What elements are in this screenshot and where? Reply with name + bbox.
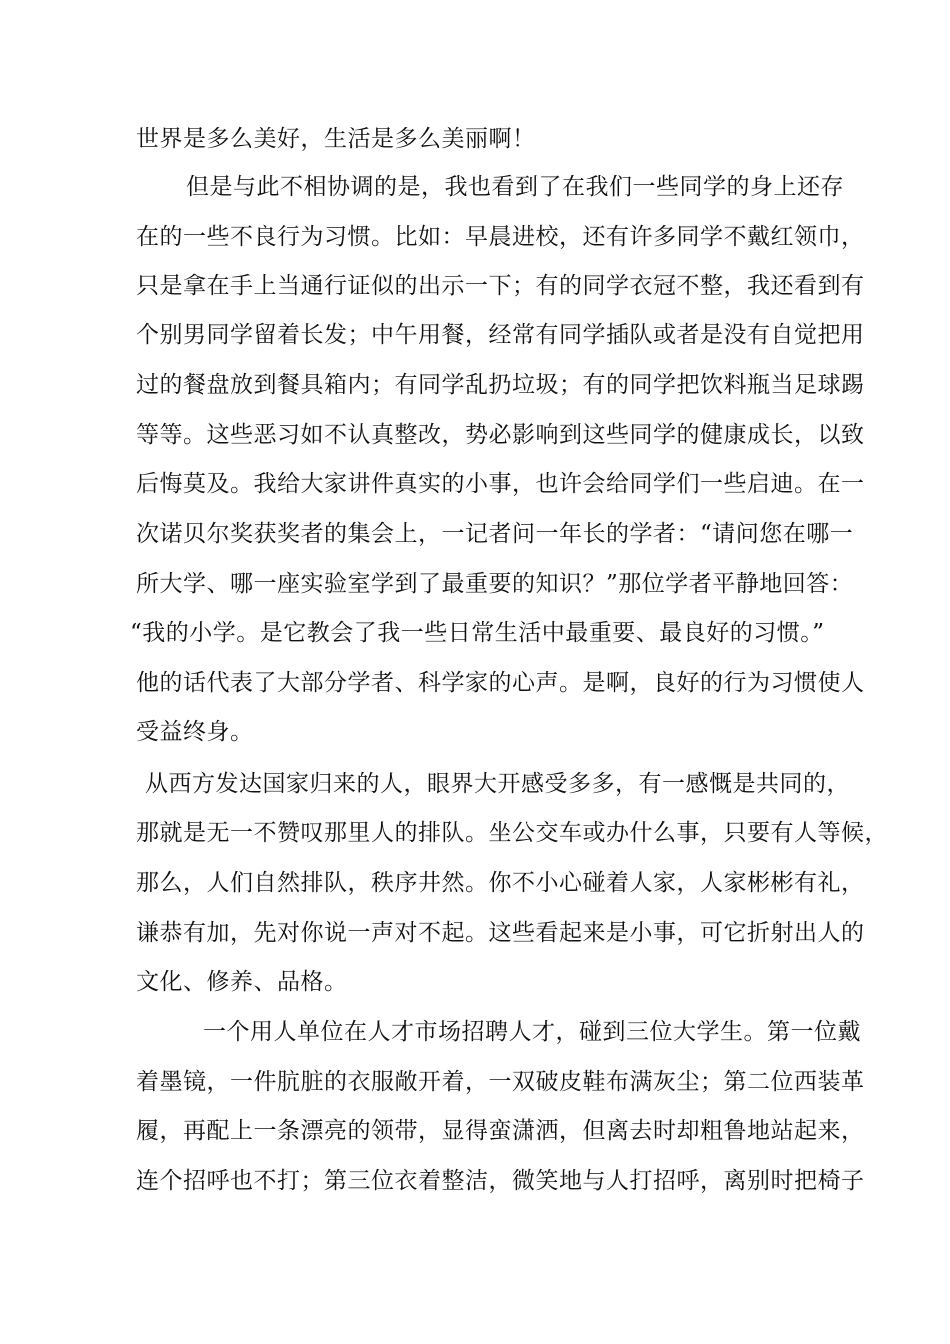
text-line: 那就是无一不赞叹那里人的排队。坐公交车或办什么事，只要有人等候， xyxy=(136,820,888,846)
text-line: 但是与此不相协调的是，我也看到了在我们一些同学的身上还存 xyxy=(186,174,844,200)
text-line: 只是拿在手上当通行证似的出示一下；有的同学衣冠不整，我还看到有 xyxy=(136,273,865,299)
text-line: “我的小学。是它教会了我一些日常生活中最重要、最良好的习惯。” xyxy=(130,620,825,646)
text-line: 受益终身。 xyxy=(136,719,254,745)
text-line: 他的话代表了大部分学者、科学家的心声。是啊，良好的行为习惯使人 xyxy=(136,670,865,696)
text-line: 后悔莫及。我给大家讲件真实的小事，也许会给同学们一些启迪。在一 xyxy=(136,471,865,497)
text-line: 所大学、哪一座实验室学到了最重要的知识？”那位学者平静地回答： xyxy=(136,571,854,597)
text-line: 个别男同学留着长发；中午用餐，经常有同学插队或者是没有自觉把用 xyxy=(136,322,865,348)
text-line: 谦恭有加，先对你说一声对不起。这些看起来是小事，可它折射出人的 xyxy=(136,920,865,946)
text-line: 次诺贝尔奖获奖者的集会上，一记者问一年长的学者：“请问您在哪一 xyxy=(136,521,854,547)
text-line: 从西方发达国家归来的人，眼界大开感受多多，有一感慨是共同的， xyxy=(145,771,850,797)
text-line: 过的餐盘放到餐具箱内；有同学乱扔垃圾；有的同学把饮料瓶当足球踢 xyxy=(136,372,865,398)
text-line: 世界是多么美好，生活是多么美丽啊！ xyxy=(136,126,536,152)
text-line: 文化、修养、品格。 xyxy=(136,969,348,995)
text-line: 那么，人们自然排队，秩序井然。你不小心碰着人家，人家彬彬有礼， xyxy=(136,870,865,896)
text-line: 等等。这些恶习如不认真整改，势必影响到这些同学的健康成长，以致 xyxy=(136,422,865,448)
text-line: 一个用人单位在人才市场招聘人才，碰到三位大学生。第一位戴 xyxy=(203,1019,861,1045)
text-line: 连个招呼也不打；第三位衣着整洁，微笑地与人打招呼，离别时把椅子 xyxy=(136,1168,865,1194)
text-line: 在的一些不良行为习惯。比如：早晨进校，还有许多同学不戴红领巾， xyxy=(136,224,865,250)
text-line: 着墨镜，一件肮脏的衣服敞开着，一双破皮鞋布满灰尘；第二位西装革 xyxy=(136,1069,865,1095)
text-line: 履，再配上一条漂亮的领带，显得蛮潇洒，但离去时却粗鲁地站起来， xyxy=(136,1118,865,1144)
